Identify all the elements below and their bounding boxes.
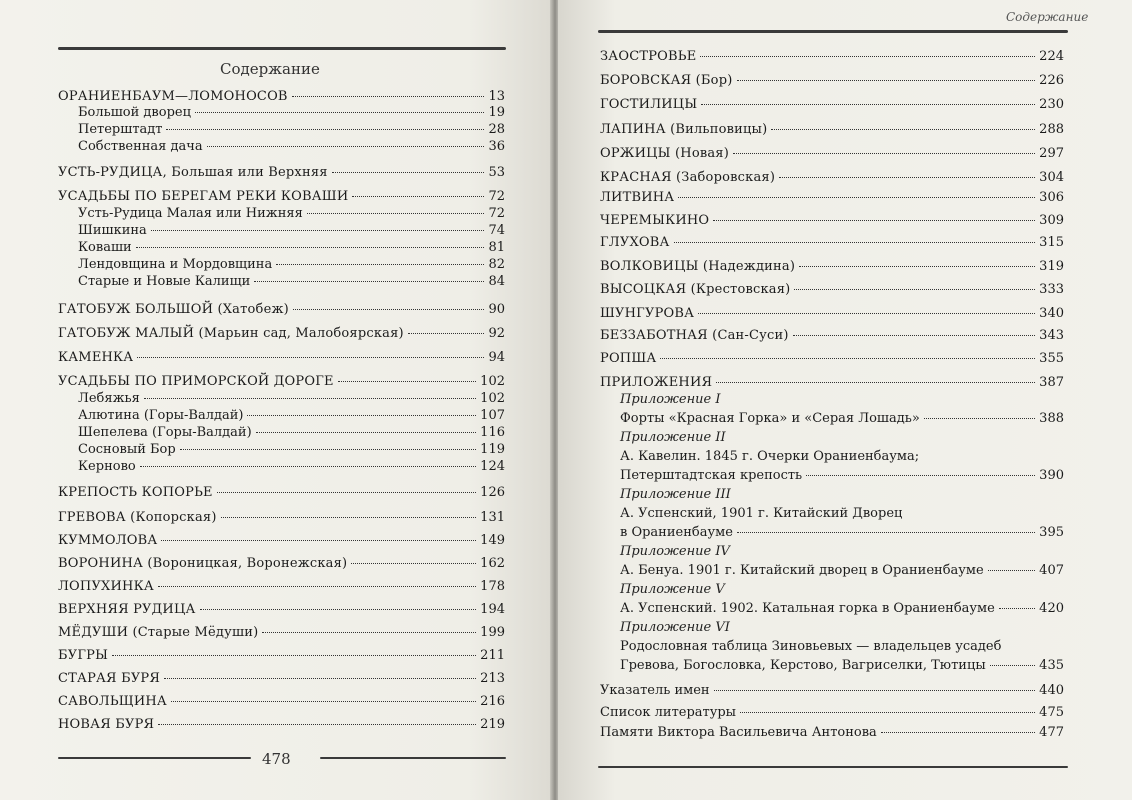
dot-leader xyxy=(164,678,476,679)
dot-leader xyxy=(332,172,485,173)
dot-leader xyxy=(158,586,476,587)
entry-page: 199 xyxy=(480,625,505,640)
entry-title: БОРОВСКАЯ (Бор) xyxy=(600,73,733,88)
toc-subentry xyxy=(78,424,505,442)
entry-title: Указатель имен xyxy=(600,683,710,698)
entry-title: ОРЖИЦЫ (Новая) xyxy=(600,146,729,161)
entry-page: 309 xyxy=(1039,213,1064,228)
dot-leader xyxy=(733,153,1035,154)
entry-page: 211 xyxy=(480,648,505,663)
entry-page: 124 xyxy=(480,459,505,474)
entry-page: 390 xyxy=(1039,468,1064,483)
dot-leader xyxy=(144,398,476,399)
dot-leader xyxy=(674,242,1036,243)
entry-page: 224 xyxy=(1039,49,1064,64)
dot-leader xyxy=(158,724,476,725)
dot-leader xyxy=(136,247,485,248)
toc-entry xyxy=(600,169,1064,187)
toc-entry xyxy=(58,509,505,527)
toc-entry xyxy=(600,704,1064,722)
entry-page: 435 xyxy=(1039,658,1064,673)
dot-leader xyxy=(338,381,476,382)
toc-entry xyxy=(58,532,505,550)
dot-leader xyxy=(195,112,485,113)
running-header: Содержание xyxy=(1006,10,1089,24)
entry-page: 119 xyxy=(480,442,505,457)
toc-entry xyxy=(58,578,505,596)
appendix-label: Приложение III xyxy=(620,487,731,502)
page-number: 478 xyxy=(262,750,291,768)
entry-title: ВОРОНИНА (Вороницкая, Воронежская) xyxy=(58,556,348,571)
entry-page: 355 xyxy=(1039,351,1064,366)
entry-page: 102 xyxy=(480,374,505,389)
toc-entry xyxy=(58,164,505,182)
entry-page: 297 xyxy=(1039,146,1064,161)
entry-title: А. Бенуа. 1901 г. Китайский дворец в Ораниенбауме xyxy=(620,563,984,578)
toc-entry xyxy=(600,305,1064,323)
toc-entry xyxy=(58,301,505,319)
toc-subentry xyxy=(78,458,505,476)
toc-entry xyxy=(58,555,505,573)
entry-page: 306 xyxy=(1039,190,1064,205)
appendix-label: Приложение V xyxy=(620,582,725,597)
entry-title: Шишкина xyxy=(78,223,147,238)
entry-page: 230 xyxy=(1039,97,1064,112)
entry-title: ГЛУХОВА xyxy=(600,235,670,250)
dot-leader xyxy=(740,712,1035,713)
entry-page: 72 xyxy=(488,206,505,221)
entry-page: 53 xyxy=(488,165,505,180)
entry-title: ОРАНИЕНБАУМ—ЛОМОНОСОВ xyxy=(58,89,288,104)
entry-title: СТАРАЯ БУРЯ xyxy=(58,671,161,686)
dot-leader xyxy=(660,358,1035,359)
entry-page: 162 xyxy=(480,556,505,571)
dot-leader xyxy=(716,382,1035,383)
entry-page: 475 xyxy=(1039,705,1064,720)
entry-title: БУГРЫ xyxy=(58,648,109,663)
toc-subentry xyxy=(78,390,505,408)
entry-page: 13 xyxy=(488,89,505,104)
toc-entry xyxy=(600,281,1064,299)
entry-page: 340 xyxy=(1039,306,1064,321)
dot-leader xyxy=(256,432,477,433)
dot-leader xyxy=(698,313,1035,314)
toc-entry xyxy=(58,601,505,619)
toc-subentry xyxy=(78,407,505,425)
entry-title: Лендовщина и Мордовщина xyxy=(78,257,273,272)
entry-title: САВОЛЬЩИНА xyxy=(58,694,167,709)
entry-page: 178 xyxy=(480,579,505,594)
dot-leader xyxy=(408,333,485,334)
toc-subentry xyxy=(78,205,505,223)
entry-page: 107 xyxy=(480,408,505,423)
dot-leader xyxy=(307,213,485,214)
entry-page: 333 xyxy=(1039,282,1064,297)
dot-leader xyxy=(793,335,1036,336)
entry-page: 94 xyxy=(488,350,505,365)
entry-page: 116 xyxy=(480,425,505,440)
entry-title: УСАДЬБЫ ПО БЕРЕГАМ РЕКИ КОВАШИ xyxy=(58,189,349,204)
entry-title: Старые и Новые Калищи xyxy=(78,274,251,289)
dot-leader xyxy=(794,289,1035,290)
toc-entry xyxy=(600,96,1064,114)
toc-subentry xyxy=(78,273,505,291)
toc-entry xyxy=(600,682,1064,700)
entry-title: ПРИЛОЖЕНИЯ xyxy=(600,375,713,390)
toc-subentry xyxy=(78,104,505,122)
entry-title: ЛИТВИНА xyxy=(600,190,675,205)
dot-leader xyxy=(262,632,476,633)
entry-page: 216 xyxy=(480,694,505,709)
entry-page: 315 xyxy=(1039,235,1064,250)
entry-title: Сосновый Бор xyxy=(78,442,176,457)
dot-leader xyxy=(713,220,1035,221)
entry-page: 304 xyxy=(1039,170,1064,185)
entry-page: 213 xyxy=(480,671,505,686)
dot-leader xyxy=(140,466,476,467)
dot-leader xyxy=(799,266,1035,267)
entry-title: КАМЕНКА xyxy=(58,350,134,365)
dot-leader xyxy=(737,532,1035,533)
entry-title: Алютина (Горы-Валдай) xyxy=(78,408,244,423)
entry-page: 36 xyxy=(488,139,505,154)
toc-entry xyxy=(600,350,1064,368)
bottom-rule-right xyxy=(320,757,506,759)
toc-entry xyxy=(58,188,505,206)
dot-leader xyxy=(737,80,1036,81)
appendix-line: А. Успенский, 1901 г. Китайский Дворец xyxy=(620,506,903,521)
entry-page: 81 xyxy=(488,240,505,255)
dot-leader xyxy=(678,197,1035,198)
entry-title: Собственная дача xyxy=(78,139,203,154)
toc-entry xyxy=(600,189,1064,207)
entry-title: ЧЕРЕМЫКИНО xyxy=(600,213,710,228)
toc-subentry xyxy=(78,441,505,459)
entry-title: ЛОПУХИНКА xyxy=(58,579,154,594)
dot-leader xyxy=(254,281,484,282)
toc-entry xyxy=(58,716,505,734)
appendix-entry xyxy=(620,410,1064,428)
dot-leader xyxy=(700,56,1035,57)
dot-leader xyxy=(293,309,485,310)
dot-leader xyxy=(247,415,476,416)
entry-title: Усть-Рудица Малая или Нижняя xyxy=(78,206,303,221)
dot-leader xyxy=(701,104,1035,105)
entry-page: 74 xyxy=(488,223,505,238)
toc-entry xyxy=(600,72,1064,90)
left-toc xyxy=(0,0,552,800)
entry-title: Керново xyxy=(78,459,136,474)
appendix-label: Приложение IV xyxy=(620,544,730,559)
toc-entry xyxy=(600,212,1064,230)
entry-title: КУММОЛОВА xyxy=(58,533,158,548)
dot-leader xyxy=(207,146,485,147)
appendix-entry xyxy=(620,600,1064,618)
entry-title: МЁДУШИ (Старые Мёдуши) xyxy=(58,625,259,640)
entry-title: Шепелева (Горы-Валдай) xyxy=(78,425,252,440)
dot-leader xyxy=(924,418,1035,419)
dot-leader xyxy=(351,563,476,564)
toc-subentry xyxy=(78,121,505,139)
dot-leader xyxy=(200,609,477,610)
entry-title: Гревова, Богословка, Керстово, Вагриселки, Тютицы xyxy=(620,658,986,673)
dot-leader xyxy=(999,608,1035,609)
entry-page: 28 xyxy=(488,122,505,137)
dot-leader xyxy=(171,701,476,702)
toc-subentry xyxy=(78,222,505,240)
entry-page: 477 xyxy=(1039,725,1064,740)
dot-leader xyxy=(151,230,485,231)
toc-entry xyxy=(600,234,1064,252)
appendix-entry xyxy=(620,524,1064,542)
entry-title: ЗАОСТРОВЬЕ xyxy=(600,49,697,64)
toc-entry xyxy=(600,327,1064,345)
dot-leader xyxy=(217,492,476,493)
entry-title: в Ораниенбауме xyxy=(620,525,733,540)
entry-title: ВОЛКОВИЦЫ (Надеждина) xyxy=(600,259,796,274)
toc-subentry xyxy=(78,256,505,274)
entry-page: 440 xyxy=(1039,683,1064,698)
toc-entry xyxy=(600,48,1064,66)
entry-page: 194 xyxy=(480,602,505,617)
entry-title: Петерштадт xyxy=(78,122,163,137)
entry-page: 102 xyxy=(480,391,505,406)
entry-title: ЛАПИНА (Вильповицы) xyxy=(600,122,768,137)
entry-page: 388 xyxy=(1039,411,1064,426)
dot-leader xyxy=(881,732,1035,733)
toc-entry xyxy=(58,373,505,391)
entry-title: ГРЕВОВА (Копорская) xyxy=(58,510,217,525)
appendix-entry xyxy=(620,562,1064,580)
dot-leader xyxy=(221,517,477,518)
appendix-label: Приложение VI xyxy=(620,620,730,635)
entry-page: 387 xyxy=(1039,375,1064,390)
dot-leader xyxy=(112,655,476,656)
entry-title: НОВАЯ БУРЯ xyxy=(58,717,155,732)
left-page xyxy=(0,0,552,800)
entry-page: 219 xyxy=(480,717,505,732)
right-toc xyxy=(558,0,1132,800)
toc-entry xyxy=(58,624,505,642)
dot-leader xyxy=(180,449,476,450)
entry-page: 72 xyxy=(488,189,505,204)
entry-page: 288 xyxy=(1039,122,1064,137)
entry-title: Коваши xyxy=(78,240,132,255)
entry-page: 226 xyxy=(1039,73,1064,88)
entry-title: ШУНГУРОВА xyxy=(600,306,695,321)
entry-title: БЕЗЗАБОТНАЯ (Сан-Суси) xyxy=(600,328,789,343)
dot-leader xyxy=(166,129,484,130)
entry-title: УСАДЬБЫ ПО ПРИМОРСКОЙ ДОРОГЕ xyxy=(58,374,334,389)
entry-page: 90 xyxy=(488,302,505,317)
entry-page: 319 xyxy=(1039,259,1064,274)
entry-title: ГАТОБУЖ БОЛЬШОЙ (Хатобеж) xyxy=(58,302,289,317)
entry-page: 131 xyxy=(480,510,505,525)
appendix-line: А. Кавелин. 1845 г. Очерки Ораниенбаума; xyxy=(620,449,920,464)
entry-page: 395 xyxy=(1039,525,1064,540)
right-page xyxy=(558,0,1132,800)
bottom-rule-left xyxy=(58,757,251,759)
entry-title: Памяти Виктора Васильевича Антонова xyxy=(600,725,877,740)
dot-leader xyxy=(276,264,484,265)
toc-entry xyxy=(600,374,1064,392)
dot-leader xyxy=(161,540,476,541)
appendix-label: Приложение I xyxy=(620,392,721,407)
appendix-label: Приложение II xyxy=(620,430,726,445)
appendix-entry xyxy=(620,467,1064,485)
entry-page: 149 xyxy=(480,533,505,548)
dot-leader xyxy=(779,177,1035,178)
entry-title: Лебяжья xyxy=(78,391,140,406)
dot-leader xyxy=(714,690,1036,691)
entry-page: 126 xyxy=(480,485,505,500)
toc-entry xyxy=(58,693,505,711)
dot-leader xyxy=(988,570,1035,571)
bottom-rule xyxy=(598,766,1068,768)
entry-title: Петерштадтская крепость xyxy=(620,468,803,483)
toc-entry xyxy=(58,670,505,688)
entry-page: 82 xyxy=(488,257,505,272)
toc-subentry xyxy=(78,138,505,156)
entry-title: УСТЬ-РУДИЦА, Большая или Верхняя xyxy=(58,165,328,180)
toc-entry xyxy=(600,121,1064,139)
entry-title: Большой дворец xyxy=(78,105,191,120)
entry-title: ВЫСОЦКАЯ (Крестовская) xyxy=(600,282,791,297)
toc-subentry xyxy=(78,239,505,257)
toc-entry xyxy=(58,349,505,367)
toc-entry xyxy=(600,145,1064,163)
entry-title: ВЕРХНЯЯ РУДИЦА xyxy=(58,602,196,617)
entry-page: 19 xyxy=(488,105,505,120)
toc-entry xyxy=(58,647,505,665)
dot-leader xyxy=(990,665,1036,666)
dot-leader xyxy=(137,357,484,358)
entry-page: 407 xyxy=(1039,563,1064,578)
dot-leader xyxy=(771,129,1035,130)
appendix-entry xyxy=(620,657,1064,675)
entry-page: 343 xyxy=(1039,328,1064,343)
toc-entry xyxy=(58,325,505,343)
dot-leader xyxy=(292,96,485,97)
dot-leader xyxy=(806,475,1035,476)
entry-title: Список литературы xyxy=(600,705,737,720)
dot-leader xyxy=(352,196,484,197)
toc-entry xyxy=(600,258,1064,276)
entry-title: А. Успенский. 1902. Катальная горка в Ораниенбауме xyxy=(620,601,995,616)
entry-title: КРЕПОСТЬ КОПОРЬЕ xyxy=(58,485,213,500)
entry-title: РОПША xyxy=(600,351,657,366)
entry-page: 92 xyxy=(488,326,505,341)
entry-page: 84 xyxy=(488,274,505,289)
toc-title: Содержание xyxy=(220,60,320,78)
entry-title: ГАТОБУЖ МАЛЫЙ (Марьин сад, Малобоярская) xyxy=(58,326,404,341)
toc-entry xyxy=(600,724,1064,742)
entry-title: КРАСНАЯ (Заборовская) xyxy=(600,170,776,185)
entry-title: ГОСТИЛИЦЫ xyxy=(600,97,698,112)
entry-page: 420 xyxy=(1039,601,1064,616)
appendix-line: Родословная таблица Зиновьевых — владельцев усадеб xyxy=(620,639,1002,654)
entry-title: Форты «Красная Горка» и «Серая Лошадь» xyxy=(620,411,920,426)
toc-entry xyxy=(58,484,505,502)
